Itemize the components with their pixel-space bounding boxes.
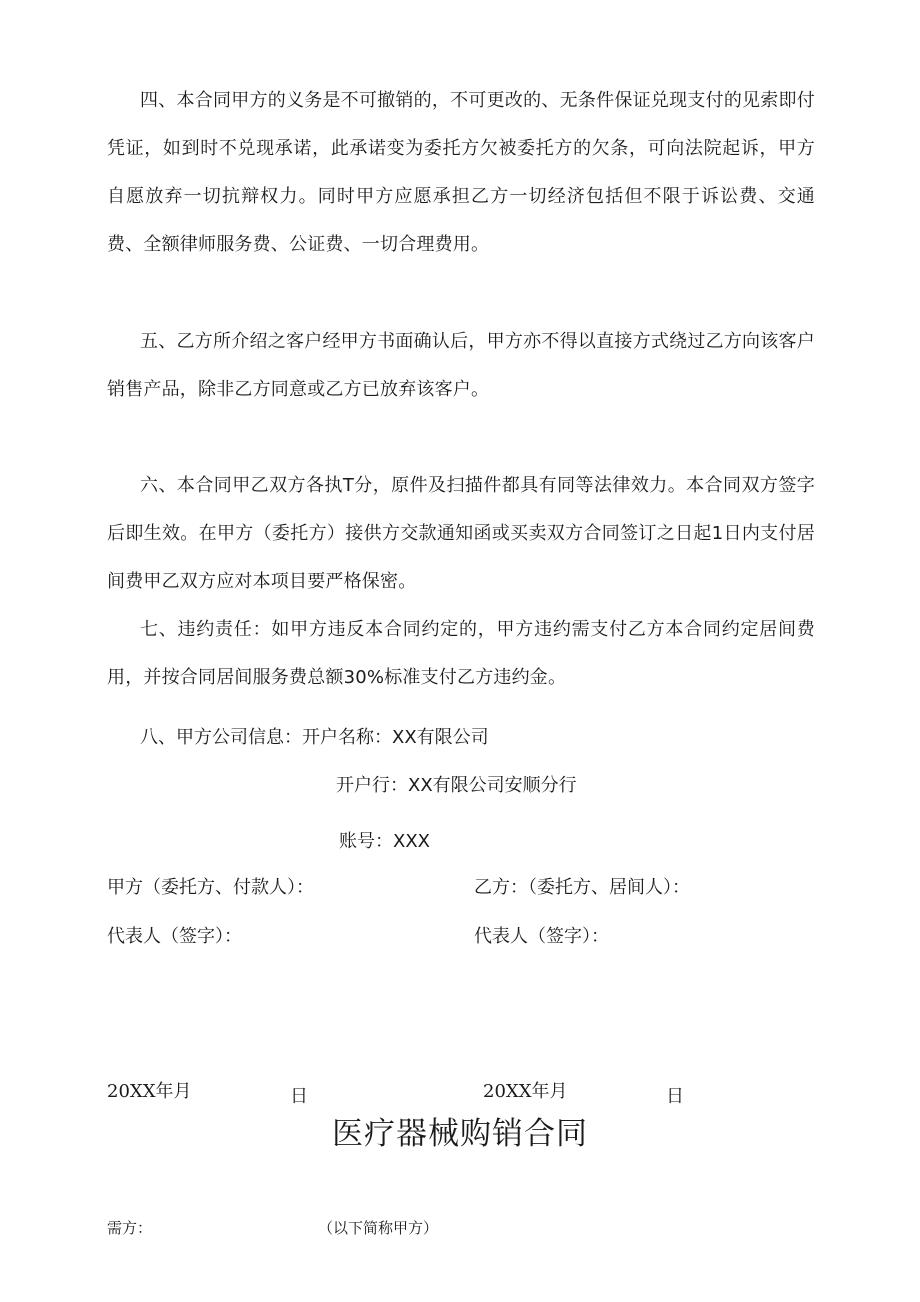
party-a-date: 20XX年月 xyxy=(107,1081,192,1102)
party-a-representative: 代表人（签字）： xyxy=(107,926,242,947)
party-b-label: 乙方：（委托方、居间人）： xyxy=(474,877,690,898)
party-b-date-day: 日 xyxy=(666,1086,684,1107)
clause-eight: 八、甲方公司信息：开户名称：XX有限公司 xyxy=(140,727,489,748)
contract-title: 医疗器械购销合同 xyxy=(332,1116,588,1152)
buyer-note: （以下简称甲方） xyxy=(318,1219,439,1237)
party-b-date: 20XX年月 xyxy=(483,1081,568,1102)
clause-seven: 七、违约责任：如甲方违反本合同约定的，甲方违约需支付乙方本合同约定居间费用，并按合同居间服务费总额30%标准支付乙方违约金。 xyxy=(107,619,815,688)
buyer-label: 需方： xyxy=(107,1219,153,1237)
party-a-date-day: 日 xyxy=(290,1086,308,1107)
party-b-representative: 代表人（签字）： xyxy=(474,926,609,947)
bank-account: 账号：XXX xyxy=(339,831,430,852)
clause-six: 六、本合同甲乙双方各执T分，原件及扫描件都具有同等法律效力。本合同双方签字后即生效。在甲方（委托方）接供方交款通知函或买卖双方合同签订之日起1日内支付居间费甲乙双方应对本项目要严格保密。 xyxy=(107,475,815,592)
party-a-label: 甲方（委托方、付款人）： xyxy=(107,877,314,898)
clause-four: 四、本合同甲方的义务是不可撤销的，不可更改的、无条件保证兑现支付的见索即付凭证，如到时不兑现承诺，此承诺变为委托方欠被委托方的欠条，可向法院起诉，甲方自愿放弃一切抗辩权力。同时甲方应愿承担乙方一切经济包括但不限于诉讼费、交通费、全额律师服务费、公证费、一切合理费用。 xyxy=(107,90,815,255)
clause-five: 五、乙方所介绍之客户经甲方书面确认后，甲方亦不得以直接方式绕过乙方向该客户销售产品，除非乙方同意或乙方已放弃该客户。 xyxy=(107,331,815,400)
bank-branch: 开户行：XX有限公司安顺分行 xyxy=(336,775,577,796)
